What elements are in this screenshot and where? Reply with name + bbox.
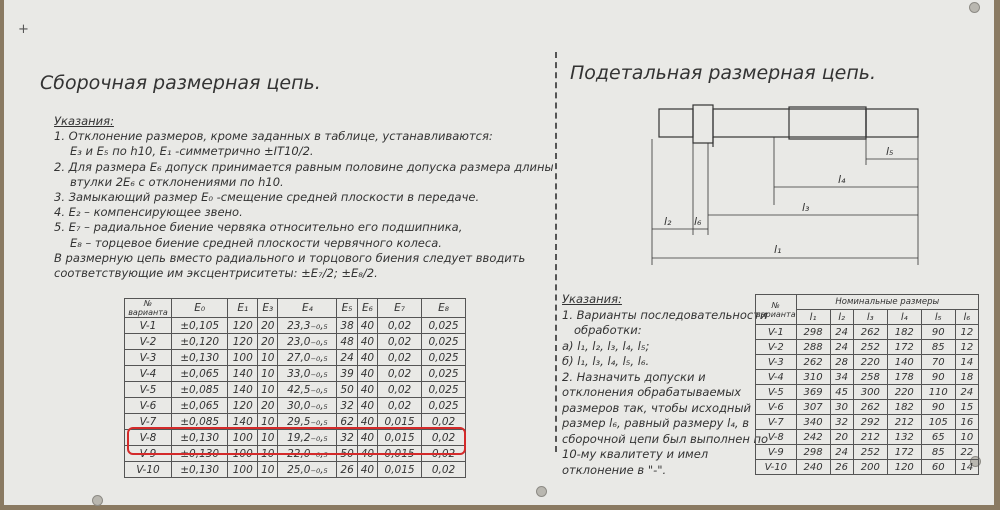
- table-cell: V-8: [125, 430, 172, 446]
- label-l6: l₆: [694, 215, 702, 228]
- table-cell: 38: [337, 318, 357, 334]
- column-header: l₅: [921, 310, 955, 325]
- table-cell: 100: [228, 350, 258, 366]
- table-cell: 120: [228, 318, 258, 334]
- table-cell: 48: [337, 334, 357, 350]
- table-cell: 40: [357, 350, 377, 366]
- group-header: Номинальные размеры: [796, 295, 978, 310]
- column-header: l₆: [955, 310, 978, 325]
- highlight-v7-outline: [127, 427, 466, 455]
- table-cell: 19,2₋₀,₅: [278, 430, 337, 446]
- table-cell: 0,025: [422, 334, 466, 350]
- table-row: [756, 430, 979, 445]
- note-line: В размерную цепь вместо радиального и торцового биения следует вводить: [54, 250, 526, 265]
- table-cell: 30: [830, 400, 853, 415]
- screw-icon: [536, 486, 547, 497]
- table-cell: 10: [258, 414, 278, 430]
- note-line: 10-му квалитету и имел: [562, 447, 709, 461]
- table-cell: 110: [921, 385, 955, 400]
- table-cell: 85: [921, 340, 955, 355]
- table-row: [756, 370, 979, 385]
- table-cell: V-6: [756, 400, 797, 415]
- table-cell: ±0,065: [172, 398, 228, 414]
- table-cell: 24: [337, 350, 357, 366]
- note-line: 1. Варианты последовательности: [562, 307, 768, 322]
- table-cell: 0,015: [378, 462, 422, 478]
- table-cell: V-10: [125, 462, 172, 478]
- table-cell: 22,0₋₀,₅: [278, 446, 337, 462]
- table-cell: 288: [796, 340, 830, 355]
- notes-heading: Указания:: [562, 292, 622, 306]
- table-cell: V-3: [756, 355, 797, 370]
- screw-icon: [969, 2, 980, 13]
- vertical-divider: [555, 52, 557, 452]
- table-cell: 300: [853, 385, 887, 400]
- table-cell: 140: [887, 355, 921, 370]
- table-cell: 252: [853, 340, 887, 355]
- table-cell: 39: [337, 366, 357, 382]
- table-row: [125, 382, 466, 398]
- table-cell: 14: [955, 355, 978, 370]
- table-cell: 60: [921, 460, 955, 475]
- table-cell: ±0,130: [172, 350, 228, 366]
- table-cell: V-2: [125, 334, 172, 350]
- table-cell: 10: [258, 430, 278, 446]
- note-line: 4. E₂ – компенсирующее звено.: [54, 205, 243, 220]
- table-cell: 24: [830, 325, 853, 340]
- table-cell: 0,02: [378, 318, 422, 334]
- table-cell: 10: [258, 350, 278, 366]
- table-cell: 33,0₋₀,₅: [278, 366, 337, 382]
- assembly-chain-title: Сборочная размерная цепь.: [40, 72, 321, 94]
- table-cell: 30,0₋₀,₅: [278, 398, 337, 414]
- part-notes: [562, 292, 768, 478]
- table-cell: 252: [853, 445, 887, 460]
- table-row: [125, 398, 466, 414]
- table-cell: V-7: [125, 414, 172, 430]
- note-line: 2. Для размера E₆ допуск принимается равным половине допуска размера длины: [54, 159, 554, 174]
- table-cell: 10: [258, 366, 278, 382]
- table-cell: 0,025: [422, 318, 466, 334]
- column-header: № варианта: [125, 299, 172, 318]
- table-cell: 220: [853, 355, 887, 370]
- note-line: отклонение в "-".: [562, 462, 667, 477]
- column-header: E₄: [278, 299, 337, 318]
- note-line: втулки 2E₆ с отклонениями по h10.: [70, 174, 284, 189]
- table-cell: 369: [796, 385, 830, 400]
- nominal-sizes-table: [755, 294, 979, 475]
- table-cell: 0,025: [422, 382, 466, 398]
- table-cell: 23,3₋₀,₅: [278, 318, 337, 334]
- table-header-row: [125, 299, 466, 318]
- screw-icon: [92, 495, 103, 506]
- table-cell: 24: [830, 445, 853, 460]
- table-cell: 0,02: [378, 366, 422, 382]
- table-cell: 178: [887, 370, 921, 385]
- table-cell: 12: [955, 325, 978, 340]
- table-cell: 40: [357, 462, 377, 478]
- column-header: E₃: [258, 299, 278, 318]
- column-header: E₀: [172, 299, 228, 318]
- table-cell: 100: [228, 462, 258, 478]
- table-cell: 0,025: [422, 398, 466, 414]
- table-cell: ±0,130: [172, 446, 228, 462]
- note-line: б) l₁, l₃, l₄, l₅, l₆.: [562, 354, 650, 368]
- table-cell: 298: [796, 325, 830, 340]
- column-header: l₂: [830, 310, 853, 325]
- table-cell: ±0,085: [172, 414, 228, 430]
- table-cell: 292: [853, 415, 887, 430]
- table-cell: 298: [796, 445, 830, 460]
- column-header: l₁: [796, 310, 830, 325]
- table-cell: 105: [921, 415, 955, 430]
- table-row: [125, 366, 466, 382]
- table-cell: 10: [258, 446, 278, 462]
- table-cell: 45: [830, 385, 853, 400]
- table-cell: 20: [830, 430, 853, 445]
- table-cell: 310: [796, 370, 830, 385]
- table-cell: 20: [258, 334, 278, 350]
- table-cell: 15: [955, 400, 978, 415]
- table-cell: ±0,065: [172, 366, 228, 382]
- table-cell: 12: [955, 340, 978, 355]
- table-cell: 120: [228, 398, 258, 414]
- table-cell: 200: [853, 460, 887, 475]
- table-cell: 258: [853, 370, 887, 385]
- table-cell: ±0,085: [172, 382, 228, 398]
- column-header: l₄: [887, 310, 921, 325]
- table-cell: 20: [258, 398, 278, 414]
- table-cell: 90: [921, 400, 955, 415]
- table-row: [125, 334, 466, 350]
- table-cell: 18: [955, 370, 978, 385]
- note-line: 2. Назначить допуски и: [562, 369, 706, 384]
- table-cell: 62: [337, 414, 357, 430]
- table-cell: 0,025: [422, 366, 466, 382]
- table-cell: 14: [955, 460, 978, 475]
- table-cell: 29,5₋₀,₅: [278, 414, 337, 430]
- table-group-header-row: [756, 295, 979, 310]
- table-cell: 182: [887, 400, 921, 415]
- label-l2: l₂: [664, 215, 672, 228]
- table-cell: 50: [337, 382, 357, 398]
- note-line: сборочной цепи был выполнен по: [562, 431, 769, 446]
- table-cell: V-5: [125, 382, 172, 398]
- table-cell: 182: [887, 325, 921, 340]
- column-header: E₁: [228, 299, 258, 318]
- table-cell: 40: [357, 414, 377, 430]
- table-cell: 70: [921, 355, 955, 370]
- table-cell: 27,0₋₀,₅: [278, 350, 337, 366]
- table-cell: 262: [853, 325, 887, 340]
- table-cell: 0,02: [378, 398, 422, 414]
- column-header: E₇: [378, 299, 422, 318]
- table-cell: V-2: [756, 340, 797, 355]
- table-cell: V-4: [125, 366, 172, 382]
- table-cell: 212: [887, 415, 921, 430]
- table-cell: 0,02: [422, 462, 466, 478]
- table-cell: 340: [796, 415, 830, 430]
- table-cell: 50: [337, 446, 357, 462]
- table-cell: 90: [921, 370, 955, 385]
- table-cell: 20: [258, 318, 278, 334]
- table-cell: V-1: [756, 325, 797, 340]
- table-cell: V-6: [125, 398, 172, 414]
- part-chain-title: Подетальная размерная цепь.: [570, 62, 877, 84]
- table-row: [756, 340, 979, 355]
- table-cell: 10: [258, 462, 278, 478]
- note-line: 1. Отклонение размеров, кроме заданных в таблице, устанавливаются:: [54, 129, 493, 144]
- table-cell: 0,02: [422, 414, 466, 430]
- table-cell: 262: [796, 355, 830, 370]
- table-row: [756, 325, 979, 340]
- note-line: отклонения обрабатываемых: [562, 385, 742, 399]
- table-cell: V-10: [756, 460, 797, 475]
- table-cell: 24: [955, 385, 978, 400]
- table-cell: 90: [921, 325, 955, 340]
- table-cell: V-3: [125, 350, 172, 366]
- table-row: [125, 462, 466, 478]
- table-cell: 40: [357, 366, 377, 382]
- table-cell: 10: [955, 430, 978, 445]
- table-row: [756, 460, 979, 475]
- table-cell: 120: [228, 334, 258, 350]
- table-cell: 25,0₋₀,₅: [278, 462, 337, 478]
- table-cell: 140: [228, 366, 258, 382]
- table-cell: 0,015: [378, 414, 422, 430]
- label-l1: l₁: [774, 243, 782, 256]
- table-cell: 120: [887, 460, 921, 475]
- table-cell: 10: [258, 382, 278, 398]
- note-line: размер l₆, равный размеру l₄, в: [562, 416, 750, 430]
- poster-board: [4, 0, 994, 505]
- assembly-notes: [54, 114, 554, 281]
- table-cell: 0,02: [378, 334, 422, 350]
- table-cell: 32: [337, 398, 357, 414]
- note-line: 3. Замыкающий размер E₀ -смещение средней плоскости в передаче.: [54, 190, 480, 205]
- table-cell: 40: [357, 398, 377, 414]
- note-line: E₃ и E₅ по h10, E₁ -симметрично ±IT10/2.: [70, 144, 314, 159]
- table-cell: 0,015: [378, 430, 422, 446]
- table-cell: 0,02: [378, 350, 422, 366]
- table-cell: 262: [853, 400, 887, 415]
- table-row: [756, 355, 979, 370]
- plus-mark-icon: +: [18, 22, 29, 37]
- table-cell: 26: [830, 460, 853, 475]
- table-cell: ±0,105: [172, 318, 228, 334]
- table-row: [756, 385, 979, 400]
- table-row: [756, 400, 979, 415]
- column-header: E₆: [357, 299, 377, 318]
- table-row: [125, 350, 466, 366]
- table-cell: ±0,120: [172, 334, 228, 350]
- table-row: [756, 415, 979, 430]
- table-cell: 242: [796, 430, 830, 445]
- table-cell: 140: [228, 382, 258, 398]
- table-cell: 32: [830, 415, 853, 430]
- table-cell: 132: [887, 430, 921, 445]
- column-header: E₅: [337, 299, 357, 318]
- table-cell: 172: [887, 445, 921, 460]
- note-line: соответствующие им эксцентриситеты: ±E₇/2; ±E₈/2.: [54, 266, 378, 281]
- table-cell: 40: [357, 430, 377, 446]
- label-l3: l₃: [802, 201, 810, 214]
- column-header: l₃: [853, 310, 887, 325]
- note-line: а) l₁, l₂, l₃, l₄, l₅;: [562, 338, 650, 353]
- table-cell: V-1: [125, 318, 172, 334]
- table-cell: V-9: [125, 446, 172, 462]
- note-line: размеров так, чтобы исходный: [562, 400, 752, 415]
- table-cell: 100: [228, 446, 258, 462]
- table-cell: 0,025: [422, 350, 466, 366]
- table-cell: 40: [357, 382, 377, 398]
- table-cell: 23,0₋₀,₅: [278, 334, 337, 350]
- table-cell: V-7: [756, 415, 797, 430]
- table-cell: 24: [830, 340, 853, 355]
- table-cell: 65: [921, 430, 955, 445]
- table-cell: ±0,130: [172, 462, 228, 478]
- table-cell: 307: [796, 400, 830, 415]
- note-line: обработки:: [574, 323, 642, 337]
- table-cell: 172: [887, 340, 921, 355]
- table-cell: 26: [337, 462, 357, 478]
- table-cell: 42,5₋₀,₅: [278, 382, 337, 398]
- table-cell: 40: [357, 334, 377, 350]
- table-cell: 28: [830, 355, 853, 370]
- table-cell: 34: [830, 370, 853, 385]
- table-cell: ±0,130: [172, 430, 228, 446]
- label-l4: l₄: [838, 173, 846, 186]
- shaft-dimension-diagram: [634, 95, 934, 275]
- table-cell: V-5: [756, 385, 797, 400]
- table-cell: 40: [357, 318, 377, 334]
- note-line: 5. E₇ – радиальное биение червяка относительно его подшипника,: [54, 220, 463, 235]
- table-cell: 220: [887, 385, 921, 400]
- table-cell: 0,02: [422, 430, 466, 446]
- note-line: E₈ – торцевое биение средней плоскости червячного колеса.: [70, 235, 442, 250]
- table-cell: 100: [228, 430, 258, 446]
- table-cell: 140: [228, 414, 258, 430]
- table-cell: 85: [921, 445, 955, 460]
- table-cell: 240: [796, 460, 830, 475]
- table-cell: 16: [955, 415, 978, 430]
- table-cell: 212: [853, 430, 887, 445]
- table-cell: 0,02: [378, 382, 422, 398]
- table-row: [125, 318, 466, 334]
- notes-heading: Указания:: [54, 114, 114, 128]
- corner-header: № варианта: [756, 295, 797, 325]
- column-header: E₈: [422, 299, 466, 318]
- label-l5: l₅: [886, 145, 894, 158]
- table-row: [756, 445, 979, 460]
- table-cell: 0,015: [378, 446, 422, 462]
- table-cell: V-9: [756, 445, 797, 460]
- table-cell: 0,02: [422, 446, 466, 462]
- table-cell: 32: [337, 430, 357, 446]
- table-cell: 40: [357, 446, 377, 462]
- table-cell: V-4: [756, 370, 797, 385]
- table-cell: 22: [955, 445, 978, 460]
- table-cell: V-8: [756, 430, 797, 445]
